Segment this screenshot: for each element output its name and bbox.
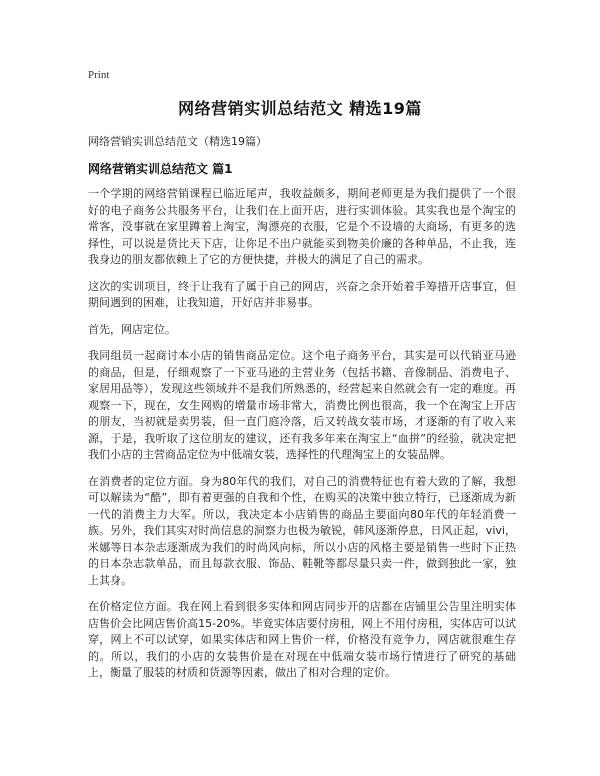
paragraph: 一个学期的网络营销课程已临近尾声，我收益颇多，期间老师更是为我们提供了一个很好的电子商务公共服务平台，让我们在上面开店，进行实训体验。其实我也是个淘宝的常客，没事就在家里蹲着上淘宝，淘漂亮的衣服，它是个不设墙的大商场，有更多的选择性，可以说是货比天下店，让你足不出户就能买到物美价廉的各种单品，不止我，连我身边的朋友都依赖上了它的方便快捷，并极大的满足了自己的需求。 [88,187,516,266]
paragraph: 在价格定位方面。我在网上看到很多实体和网店同步开的店都在店铺里公告里注明实体店售价会比网店售价高15-20%。毕竟实体店要付房租，网上不用付房租，实体店可以试穿，网上不可以试穿，如果实体店和网上售价一样，价格没有竞争力，网店就很难生存的。所以，我们的小店的女装售价是在对现在中低端女装市场行情进行了研究的基础上，衡量了服装的材质和货源等因素，做出了相对合理的定价。 [88,600,516,679]
page-title: 网络营销实训总结范文 精选19篇 [178,99,422,118]
paragraph: 我同组员一起商讨本小店的销售商品定位。这个电子商务平台，其实是可以代销亚马逊的商品，但是，仔细观察了一下亚马逊的主营业务（包括书籍、音像制品、消费电子、家居用品等），发现这些领域并不是我们所熟悉的，经营起来自然就会有一定的难度。再观察一下，现在，女生网购的增量市场非常大，消费比例也很高，我一个在淘宝上开店的朋友，当初就是卖男装，但一直门庭冷落，后又转战女装市场，才逐渐的有了收入来源，于是，我听取了这位朋友的建议，还有我多年来在淘宝上“血拼”的经验，就决定把我们小店的主营商品定位为中低端女装，选择性的代理淘宝上的女装品牌。 [88,349,516,461]
paragraph: 这次的实训项目，终于让我有了属于自己的网店，兴奋之余开始着手筹措开店事宜，但期间遇到的困难，让我知道，开好店并非易事。 [88,279,516,309]
print-link[interactable]: Print [88,69,110,81]
paragraph: 首先，网店定位。 [88,322,176,336]
article-body [88,186,516,692]
paragraph: 在消费者的定位方面。身为80年代的我们，对自己的消费特征也有着大致的了解，我想可以解读为“酷”，即有着更强的自我和个性，在购买的决策中独立特行，已逐渐成为新一代的消费主力大军。所以，我决定本小店销售的商品主要面向80年代的年轻消费一族。另外，我们其实对时尚信息的洞察力也极为敏锐，韩风逐渐停息，日风正起，vivi，米娜等日本杂志逐渐成为我们的时尚风向标，所以小店的风格主要是销售一些时下正热的日本杂志款单品，而且每款衣服、饰品、鞋靴等都尽量只卖一件，做到独此一家，独上其身。 [88,474,516,587]
section-heading: 网络营销实训总结范文 篇1 [88,162,233,176]
document-subtitle: 网络营销实训总结范文（精选19篇） [88,135,267,148]
